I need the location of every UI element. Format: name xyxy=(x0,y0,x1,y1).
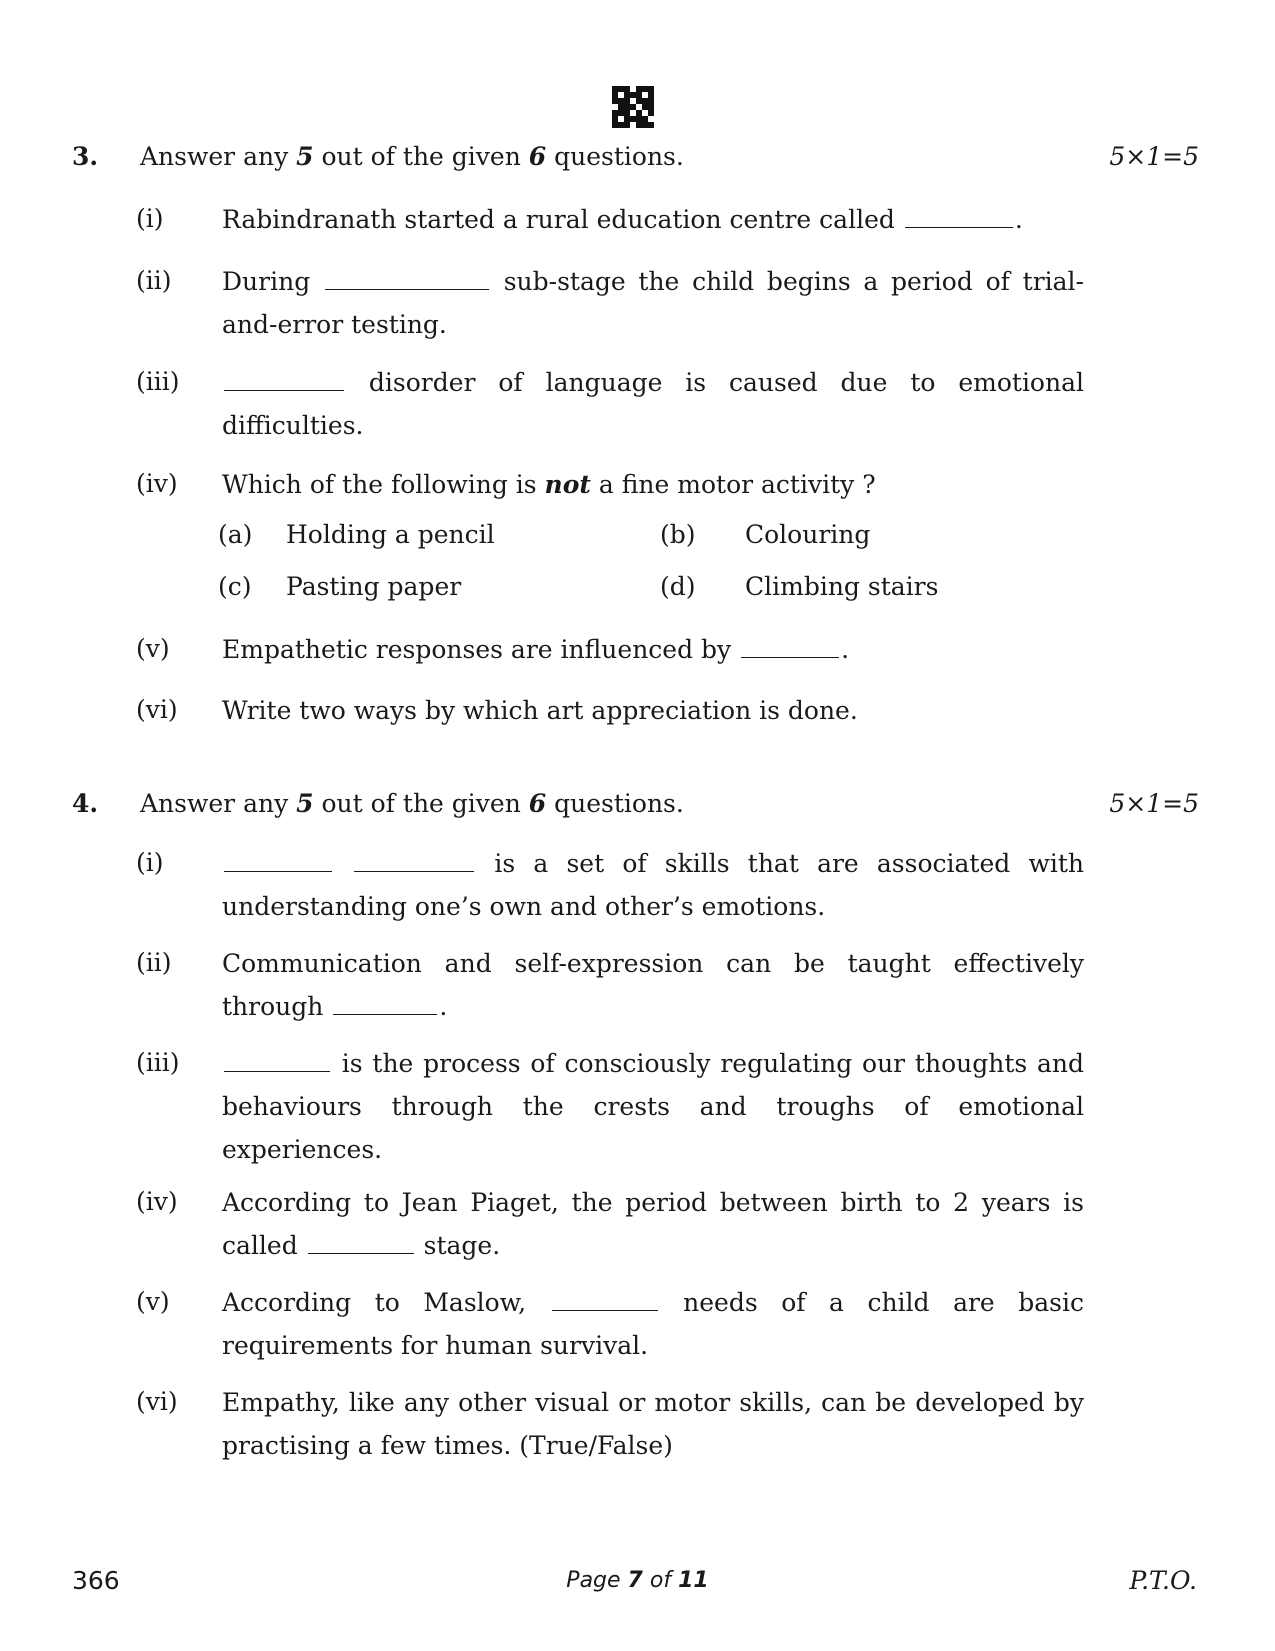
answer-blank[interactable] xyxy=(333,988,437,1015)
item-number: (iv) xyxy=(136,1187,178,1216)
item-number: (v) xyxy=(136,634,170,663)
item-text: Rabindranath started a rural education centre called . xyxy=(222,198,1084,241)
option-letter: (c) xyxy=(218,572,252,601)
item-number: (i) xyxy=(136,848,164,877)
item-number: (ii) xyxy=(136,948,172,977)
item-number: (ii) xyxy=(136,266,172,295)
option-letter: (d) xyxy=(660,572,696,601)
question-instruction: Answer any 5 out of the given 6 questions. xyxy=(140,789,684,818)
item-number: (iii) xyxy=(136,367,180,396)
answer-blank[interactable] xyxy=(741,631,839,658)
item-text: is the process of consciously regulating our thoughts and behaviours through the crests and troughs of emotional experiences. xyxy=(222,1042,1084,1171)
qr-code xyxy=(612,86,654,128)
option-letter: (b) xyxy=(660,520,696,549)
please-turn-over: P.T.O. xyxy=(1129,1566,1197,1595)
answer-blank[interactable] xyxy=(224,364,344,391)
question-instruction: Answer any 5 out of the given 6 questions. xyxy=(140,142,684,171)
page-number: Page 7 of 11 xyxy=(566,1568,709,1593)
paper-code: 366 xyxy=(72,1566,120,1595)
item-number: (v) xyxy=(136,1287,170,1316)
option-letter: (a) xyxy=(218,520,253,549)
item-number: (vi) xyxy=(136,1387,178,1416)
item-number: (i) xyxy=(136,204,164,233)
item-text: Write two ways by which art appreciation is done. xyxy=(222,696,858,725)
item-number: (iv) xyxy=(136,469,178,498)
item-text: Empathetic responses are influenced by . xyxy=(222,628,1084,671)
answer-blank[interactable] xyxy=(325,263,489,290)
option-text: Climbing stairs xyxy=(745,572,939,601)
item-text: Communication and self-expression can be taught effectively through . xyxy=(222,949,1084,1021)
question-number: 3. xyxy=(72,142,99,171)
item-text: During sub-stage the child begins a period of trial-and-error testing. xyxy=(222,260,1084,346)
question-number: 4. xyxy=(72,789,99,818)
option-text: Colouring xyxy=(745,520,871,549)
answer-blank[interactable] xyxy=(224,845,332,872)
item-text: is a set of skills that are associated with understanding one’s own and other’s emotions. xyxy=(222,842,1084,928)
item-text: Which of the following is not a fine motor activity ? xyxy=(222,470,876,499)
answer-blank[interactable] xyxy=(354,845,474,872)
item-text: According to Jean Piaget, the period between birth to 2 years is called stage. xyxy=(222,1188,1084,1260)
option-text: Pasting paper xyxy=(286,572,462,601)
item-number: (vi) xyxy=(136,695,178,724)
item-number: (iii) xyxy=(136,1048,180,1077)
answer-blank[interactable] xyxy=(905,201,1013,228)
item-text: Empathy, like any other visual or motor skills, can be developed by practising a few times. (True/False) xyxy=(222,1388,1084,1460)
item-text: According to Maslow, needs of a child are basic requirements for human survival. xyxy=(222,1281,1084,1367)
answer-blank[interactable] xyxy=(224,1045,330,1072)
marks-label: 5×1=5 xyxy=(1109,789,1199,818)
option-text: Holding a pencil xyxy=(286,520,495,549)
answer-blank[interactable] xyxy=(308,1227,414,1254)
marks-label: 5×1=5 xyxy=(1109,142,1199,171)
item-text: disorder of language is caused due to emotional difficulties. xyxy=(222,361,1084,447)
answer-blank[interactable] xyxy=(552,1284,658,1311)
